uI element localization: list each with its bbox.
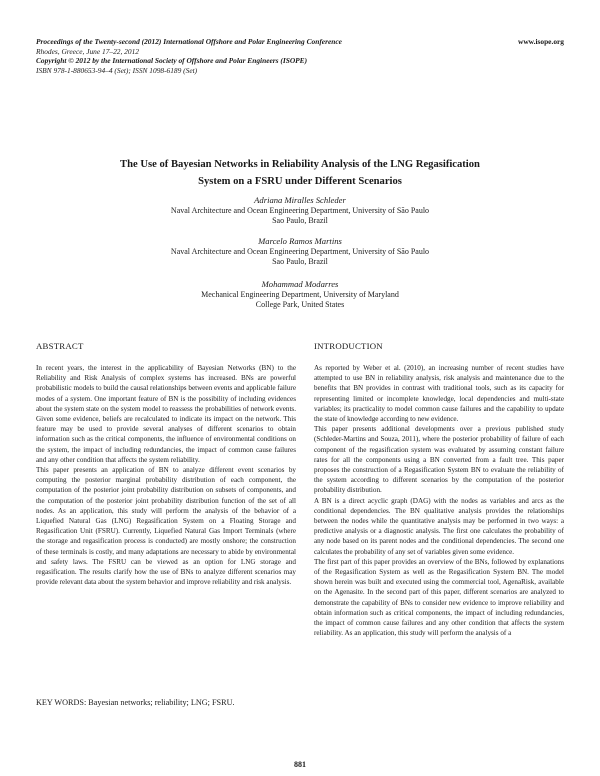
author-location: Sao Paulo, Brazil xyxy=(272,257,328,266)
author-location: College Park, United States xyxy=(255,300,345,309)
abstract-body xyxy=(36,363,296,587)
abstract-paragraph: In recent years, the interest in the applicability of Bayesian Networks (BN) to the Reliability and Risk Analysis of complex systems has increased. BNs are powerful probabilistic models to build the causal relationships between events and applicable failure modes of a system. One important feature of BN is the possibility of including evidences about the system state on the system model to reassess the probabilities of network events. Given some evidence, beliefs are recalculated to indicate its impact on the network. This feature may be used to provide several analyses of different scenarios to obtain information such as the critical components, the influence of environmental conditions on the system, the impact of including redundancies, the impact of common cause failures and any other condition that affects the system reliability. xyxy=(36,364,296,464)
author-block-2 xyxy=(90,236,510,267)
location-line: Rhodes, Greece, June 17–22, 2012 xyxy=(36,46,139,56)
keywords: KEY WORDS: Bayesian networks; reliability; LNG; FSRU. xyxy=(36,698,235,707)
abstract-heading: ABSTRACT xyxy=(36,341,84,351)
author-name: Adriana Miralles Schleder xyxy=(254,195,346,205)
paper-title xyxy=(40,156,560,190)
author-department: Naval Architecture and Ocean Engineering Department, University of São Paulo xyxy=(170,247,430,256)
author-department: Naval Architecture and Ocean Engineering Department, University of São Paulo xyxy=(170,206,430,215)
author-name: Mohammad Modarres xyxy=(261,279,339,289)
author-block-3 xyxy=(90,279,510,310)
author-block-1 xyxy=(90,195,510,226)
introduction-paragraph: This paper presents additional developments over a previous published study (Schleder-Martins and Souza, 2011), where the posterior probability of failure of each component of the regasification system was evaluated by assuming constant failure rates for all the components using a BN converted from a fault tree. This paper proposes the construction of a Regasification System BN to evaluate the reliability of the system according to different scenarios by the computation of the posterior probability distribution. xyxy=(314,425,564,495)
author-location: Sao Paulo, Brazil xyxy=(272,216,328,225)
copyright-line: Copyright © 2012 by the International Society of Offshore and Polar Engineers (ISOPE) xyxy=(36,56,308,66)
introduction-paragraph: The first part of this paper provides an overview of the BNs, followed by explanations of the Regasification System as well as the Regasification System BN. The model shown herein was built and executed using the commercial tool, AgenaRisk, available on the Agenasite. In the second part of this paper, different scenarios are analyzed to demonstrate the capability of BNs to consider new evidence to improve reliability and obtain information such as critical components, the impact of including redundancies, the impact of common cause failures and any other condition that affects the system reliability. As an application, this study will perform the analysis of a xyxy=(314,557,564,638)
author-department: Mechanical Engineering Department, University of Maryland xyxy=(201,290,399,299)
website-link[interactable]: www.isope.org xyxy=(518,37,564,46)
proceedings-line: Proceedings of the Twenty-second (2012) International Offshore and Polar Engineering Conference xyxy=(36,37,342,46)
conference-header xyxy=(36,37,466,75)
title-line-2: System on a FSRU under Different Scenarios xyxy=(198,176,402,187)
introduction-body xyxy=(314,363,564,638)
page-number: 881 xyxy=(294,760,306,769)
introduction-paragraph: As reported by Weber et al. (2010), an increasing number of recent studies have attempted to use BN in reliability analysis, risk analysis and maintenance due to the benefits that BN provides in contrast with traditional tools, such as its capacity for representing limited or incomplete knowledge, local dependencies and multi-state variables; its practicality to model common cause failures and the capability to update the state of knowledge according to new evidence. xyxy=(314,364,564,424)
introduction-heading: INTRODUCTION xyxy=(314,341,383,351)
title-line-1: The Use of Bayesian Networks in Reliability Analysis of the LNG Regasification xyxy=(120,159,480,170)
author-name: Marcelo Ramos Martins xyxy=(258,236,342,246)
isbn-line: ISBN 978-1-880653-94–4 (Set); ISSN 1098-6189 (Set) xyxy=(36,65,198,75)
introduction-paragraph: A BN is a direct acyclic graph (DAG) with the nodes as variables and arcs as the conditional dependencies. The BN qualitative analysis provides the relationships between the nodes while the quantitative analysis may be performed in two ways: a predictive analysis or a diagnostic analysis. The first one calculates the probability of any node based on its parent nodes and the conditional dependencies. The second one calculates the probability of any set of variables given some evidence. xyxy=(314,496,564,556)
abstract-paragraph: This paper presents an application of BN to analyze different event scenarios by computing the posterior marginal probability distribution of each component, the computation of the posterior joint probability distribution on subsets of components, and the computation of the posterior joint probability distribution function of the set of all nodes. As an application, this study will perform the analysis of the behavior of a Liquefied Natural Gas (LNG) Regasification System on a Floating Storage and Regasification Unit (FSRU). Currently, Liquefied Natural Gas Import Terminals (where the storage and regasification process is conducted) are mostly onshore; the construction of these terminals is costly, and many adaptations are necessary to abide by environmental and safety laws. The FSRU can be viewed as an option for LNG storage and regasification. The results clarify how the use of BNs to analyze different scenarios may provide relevant data about the system behavior and improve reliability and risk analysis. xyxy=(36,466,296,587)
